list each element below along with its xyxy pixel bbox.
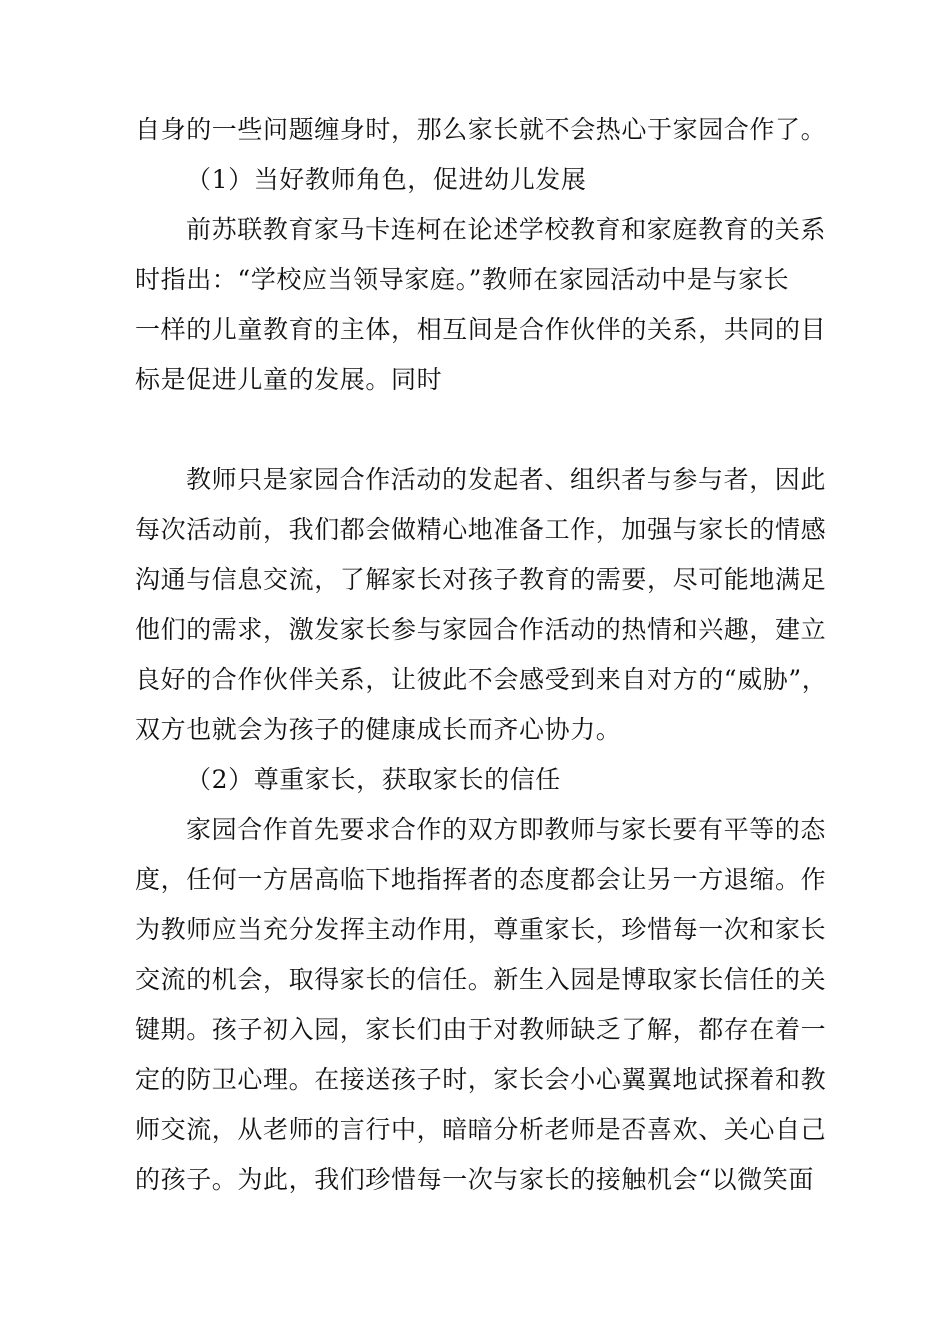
paragraph-line: 自身的一些问题缠身时，那么家长就不会热心于家园合作了。	[135, 115, 827, 144]
paragraph-line: 时指出：“学校应当领导家庭。”教师在家园活动中是与家长	[135, 265, 790, 294]
paragraph-line: 一样的儿童教育的主体，相互间是合作伙伴的关系，共同的目	[135, 315, 827, 344]
paragraph-line: 良好的合作伙伴关系，让彼此不会感受到来自对方的“威胁”，	[135, 665, 828, 694]
paragraph-line: 教师只是家园合作活动的发起者、组织者与参与者，因此	[186, 465, 827, 494]
paragraph-line: 每次活动前，我们都会做精心地准备工作，加强与家长的情感	[135, 515, 827, 544]
paragraph-line: 家园合作首先要求合作的双方即教师与家长要有平等的态	[186, 815, 827, 844]
section-heading-2: （2）尊重家长，获取家长的信任	[186, 765, 561, 794]
paragraph-line: 双方也就会为孩子的健康成长而齐心协力。	[135, 715, 622, 744]
paragraph-line: 师交流，从老师的言行中，暗暗分析老师是否喜欢、关心自己	[135, 1115, 827, 1144]
paragraph-line: 前苏联教育家马卡连柯在论述学校教育和家庭教育的关系	[186, 215, 827, 244]
paragraph-line: 为教师应当充分发挥主动作用，尊重家长，珍惜每一次和家长	[135, 915, 827, 944]
paragraph-line: 定的防卫心理。在接送孩子时，家长会小心翼翼地试探着和教	[135, 1065, 827, 1094]
paragraph-line: 沟通与信息交流，了解家长对孩子教育的需要，尽可能地满足	[135, 565, 827, 594]
paragraph-line: 交流的机会，取得家长的信任。新生入园是博取家长信任的关	[135, 965, 827, 994]
paragraph-line: 度，任何一方居高临下地指挥者的态度都会让另一方退缩。作	[135, 865, 827, 894]
paragraph-line: 他们的需求，激发家长参与家园合作活动的热情和兴趣，建立	[135, 615, 827, 644]
paragraph-line: 标是促进儿童的发展。同时	[135, 365, 443, 394]
paragraph-line: 的孩子。为此，我们珍惜每一次与家长的接触机会“以微笑面	[135, 1165, 814, 1194]
section-heading-1: （1）当好教师角色，促进幼儿发展	[186, 165, 587, 194]
paragraph-line: 键期。孩子初入园，家长们由于对教师缺乏了解，都存在着一	[135, 1015, 827, 1044]
